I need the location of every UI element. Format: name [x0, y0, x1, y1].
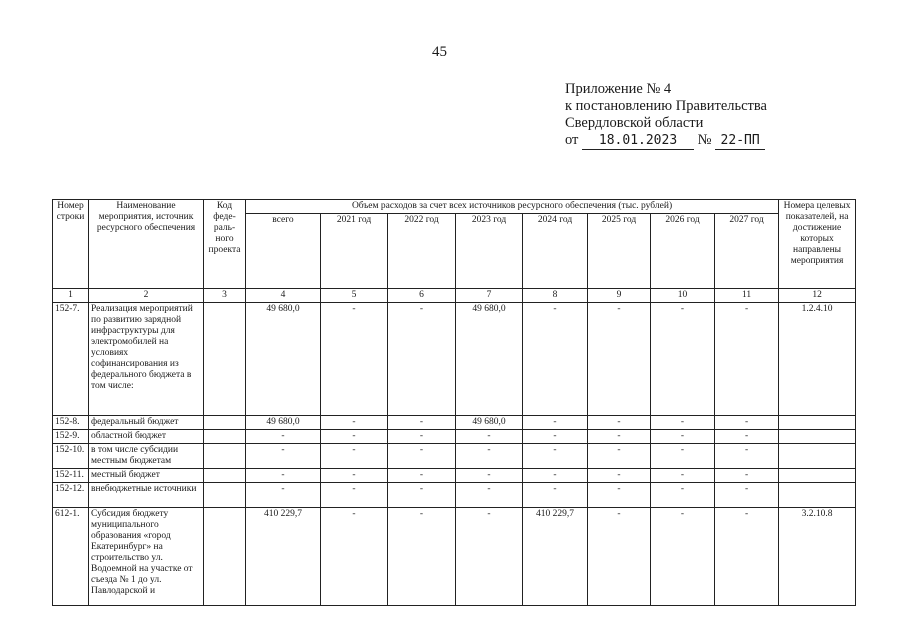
col-index: 4 — [246, 289, 321, 303]
row-2024: 410 229,7 — [523, 508, 588, 606]
row-2027: - — [715, 303, 779, 416]
header-row-1 — [53, 200, 856, 214]
table-row — [53, 483, 856, 508]
row-2024: - — [523, 303, 588, 416]
row-num: 152-10. — [53, 444, 89, 469]
row-2022: - — [388, 416, 456, 430]
row-2023: - — [456, 508, 523, 606]
row-targets — [779, 430, 856, 444]
header-2022: 2022 год — [388, 214, 456, 289]
resolution-date: 18.01.2023 — [582, 132, 694, 150]
col-index: 7 — [456, 289, 523, 303]
row-2023: 49 680,0 — [456, 416, 523, 430]
row-2024: - — [523, 444, 588, 469]
col-index: 8 — [523, 289, 588, 303]
row-2021: - — [321, 430, 388, 444]
row-total: 49 680,0 — [246, 303, 321, 416]
row-targets — [779, 444, 856, 469]
col-index: 10 — [651, 289, 715, 303]
row-targets — [779, 483, 856, 508]
row-num: 152-9. — [53, 430, 89, 444]
column-index-row — [53, 289, 856, 303]
row-total: - — [246, 430, 321, 444]
row-total: 49 680,0 — [246, 416, 321, 430]
col-index: 3 — [204, 289, 246, 303]
row-2021: - — [321, 469, 388, 483]
resolution-number: 22-ПП — [715, 132, 765, 150]
row-2022: - — [388, 508, 456, 606]
row-2025: - — [588, 508, 651, 606]
row-2022: - — [388, 430, 456, 444]
col-index: 1 — [53, 289, 89, 303]
row-2026: - — [651, 469, 715, 483]
number-prefix: № — [697, 132, 712, 148]
row-code — [204, 444, 246, 469]
row-2025: - — [588, 303, 651, 416]
table-row — [53, 416, 856, 430]
header-2025: 2025 год — [588, 214, 651, 289]
row-total: - — [246, 469, 321, 483]
row-targets: 1.2.4.10 — [779, 303, 856, 416]
row-2027: - — [715, 416, 779, 430]
row-num: 152-8. — [53, 416, 89, 430]
row-2025: - — [588, 444, 651, 469]
row-2021: - — [321, 303, 388, 416]
header-2024: 2024 год — [523, 214, 588, 289]
row-2022: - — [388, 483, 456, 508]
row-2021: - — [321, 416, 388, 430]
row-2025: - — [588, 483, 651, 508]
table-row — [53, 508, 856, 606]
appendix-resolution: к постановлению Правительства — [565, 98, 767, 114]
row-num: 152-12. — [53, 483, 89, 508]
table-row — [53, 430, 856, 444]
header-name: Наименование мероприятия, источник ресурсного обеспечения — [89, 200, 204, 289]
row-code — [204, 416, 246, 430]
row-2026: - — [651, 508, 715, 606]
header-2021: 2021 год — [321, 214, 388, 289]
row-2022: - — [388, 444, 456, 469]
row-num: 152-7. — [53, 303, 89, 416]
col-index: 11 — [715, 289, 779, 303]
col-index: 6 — [388, 289, 456, 303]
funding-table — [52, 199, 856, 606]
row-targets — [779, 469, 856, 483]
row-2027: - — [715, 430, 779, 444]
row-code — [204, 303, 246, 416]
row-2026: - — [651, 444, 715, 469]
row-2024: - — [523, 483, 588, 508]
row-name: Реализация мероприятий по развитию зарядной инфраструктуры для электромобилей на условиях софинансирования из федерального бюджета в том числе: — [89, 303, 204, 416]
row-2027: - — [715, 444, 779, 469]
row-num: 612-1. — [53, 508, 89, 606]
row-2027: - — [715, 508, 779, 606]
col-index: 12 — [779, 289, 856, 303]
row-2026: - — [651, 430, 715, 444]
table-row — [53, 469, 856, 483]
row-2021: - — [321, 483, 388, 508]
row-2022: - — [388, 469, 456, 483]
row-2026: - — [651, 303, 715, 416]
header-num: Номер строки — [53, 200, 89, 289]
row-name: федеральный бюджет — [89, 416, 204, 430]
row-num: 152-11. — [53, 469, 89, 483]
row-name: областной бюджет — [89, 430, 204, 444]
row-name: местный бюджет — [89, 469, 204, 483]
table-row — [53, 303, 856, 416]
row-total: 410 229,7 — [246, 508, 321, 606]
row-2027: - — [715, 483, 779, 508]
row-2023: - — [456, 430, 523, 444]
row-2022: - — [388, 303, 456, 416]
row-code — [204, 469, 246, 483]
appendix-block — [565, 81, 767, 150]
row-2023: 49 680,0 — [456, 303, 523, 416]
row-2027: - — [715, 469, 779, 483]
header-2027: 2027 год — [715, 214, 779, 289]
row-2024: - — [523, 430, 588, 444]
row-2025: - — [588, 416, 651, 430]
row-name: в том числе субсидии местным бюджетам — [89, 444, 204, 469]
header-2023: 2023 год — [456, 214, 523, 289]
date-prefix: от — [565, 132, 579, 148]
row-code — [204, 430, 246, 444]
row-2025: - — [588, 430, 651, 444]
col-index: 2 — [89, 289, 204, 303]
row-name: внебюджетные источники — [89, 483, 204, 508]
row-targets — [779, 416, 856, 430]
col-index: 9 — [588, 289, 651, 303]
appendix-date-line — [565, 132, 767, 150]
header-code: Код феде-раль-ного проекта — [204, 200, 246, 289]
page-number: 45 — [432, 44, 447, 60]
row-2024: - — [523, 469, 588, 483]
row-2023: - — [456, 483, 523, 508]
row-code — [204, 483, 246, 508]
row-2023: - — [456, 444, 523, 469]
table-row — [53, 444, 856, 469]
header-targets: Номера целевых показателей, на достижение которых направлены мероприятия — [779, 200, 856, 289]
header-total: всего — [246, 214, 321, 289]
row-total: - — [246, 444, 321, 469]
row-total: - — [246, 483, 321, 508]
row-2021: - — [321, 444, 388, 469]
row-2024: - — [523, 416, 588, 430]
header-2026: 2026 год — [651, 214, 715, 289]
row-2021: - — [321, 508, 388, 606]
header-volume: Объем расходов за счет всех источников ресурсного обеспечения (тыс. рублей) — [246, 200, 779, 214]
col-index: 5 — [321, 289, 388, 303]
row-targets: 3.2.10.8 — [779, 508, 856, 606]
row-code — [204, 508, 246, 606]
row-2026: - — [651, 483, 715, 508]
row-2026: - — [651, 416, 715, 430]
row-2025: - — [588, 469, 651, 483]
row-2023: - — [456, 469, 523, 483]
appendix-region: Свердловской области — [565, 115, 704, 131]
appendix-title: Приложение № 4 — [565, 81, 672, 97]
row-name: Субсидия бюджету муниципального образования «город Екатеринбург» на строительство ул. Водоемной на участке от съезда № 1 до ул. Павлодарской и — [89, 508, 204, 606]
